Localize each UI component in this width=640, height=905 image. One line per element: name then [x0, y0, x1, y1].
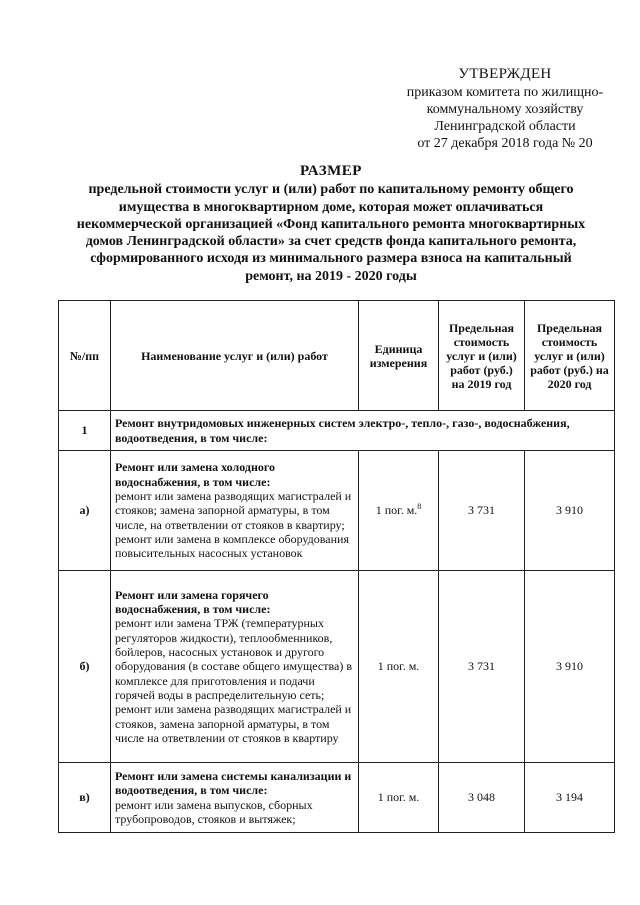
row-num: б): [59, 571, 111, 763]
header-price-2019: Предельная стоимость услуг и (или) работ (руб.) на 2019 год: [439, 301, 525, 411]
section-num: 1: [59, 411, 111, 451]
header-unit: Единица измерения: [359, 301, 439, 411]
title-line: некоммерческой организацией «Фонд капитального ремонта многоквартирных: [76, 216, 586, 232]
approval-line: приказом комитета по жилищно-: [406, 85, 604, 100]
work-description: ремонт или замена ТРЖ (температурных регуляторов жидкости), теплообменников, бойлеров, насосных установок и другого оборудования (в составе общего имущества) в комплексе для приготовления и подачи горячей воды в распределительную сеть; ремонт или замена разводящих магистралей и стояков, замена запорной арматуры, в том числе на ответвлении от стояков в квартиру: [115, 616, 352, 745]
table-row: [59, 763, 615, 833]
price-2020: 3 910: [525, 451, 615, 571]
work-cell: [111, 451, 359, 571]
work-title: Ремонт или замена горячего водоснабжения, в том числе:: [115, 587, 271, 617]
price-2019: 3 731: [439, 451, 525, 571]
table-row: [59, 451, 615, 571]
unit-value: 1 пог. м.: [375, 503, 418, 518]
table-row: [59, 571, 615, 763]
work-title: Ремонт или замена системы канализации и водоотведения, в том числе:: [115, 768, 352, 798]
approval-line: от 27 декабря 2018 года № 20: [417, 136, 593, 151]
work-description: ремонт или замена выпусков, сборных трубопроводов, стояков и вытяжек;: [115, 797, 313, 826]
header-name: Наименование услуг и (или) работ: [111, 301, 359, 411]
title-line: имущества в многоквартирном доме, которая может оплачиваться: [118, 199, 544, 215]
header-num: №/пп: [59, 301, 111, 411]
title-line: домов Ленинградской области» за счет средств фонда капитального ремонта,: [85, 234, 577, 250]
title-line: сформированного исходя из минимального размера взноса на капитальный: [90, 251, 572, 267]
section-row: [59, 411, 615, 451]
work-description: ремонт или замена разводящих магистралей и стояков; замена запорной арматуры, в том числе, на ответвлении от стояков в квартиру; ремонт или замена в комплексе оборудования повысительных насосных установок: [115, 489, 352, 561]
price-2019: 3 048: [439, 763, 525, 833]
work-cell: [111, 571, 359, 763]
unit-cell: [359, 763, 439, 833]
approval-stamp: [380, 66, 630, 152]
approval-line: Ленинградской области: [434, 119, 576, 134]
work-cell: [111, 763, 359, 833]
header-price-2020: Предельная стоимость услуг и (или) работ (руб.) на 2020 год: [525, 301, 615, 411]
section-title: Ремонт внутридомовых инженерных систем электро-, тепло-, газо-, водоснабжения, водоотведения, в том числе:: [111, 411, 615, 451]
unit-cell: [359, 571, 439, 763]
footnote-marker: 8: [417, 502, 422, 512]
unit-value: 1 пог. м.: [377, 659, 420, 674]
table-header-row: [59, 301, 615, 411]
price-2020: 3 910: [525, 571, 615, 763]
unit-value: 1 пог. м.: [377, 790, 420, 805]
title-main: РАЗМЕР: [300, 163, 362, 179]
work-title: Ремонт или замена холодного водоснабжения, в том числе:: [115, 460, 276, 489]
approval-line: коммунальному хозяйству: [426, 102, 584, 117]
price-2019: 3 731: [439, 571, 525, 763]
row-num: а): [59, 451, 111, 571]
price-2020: 3 194: [525, 763, 615, 833]
row-num: в): [59, 763, 111, 833]
title-line: предельной стоимости услуг и (или) работ по капитальному ремонту общего: [88, 182, 574, 198]
approval-heading: УТВЕРЖДЕН: [458, 66, 552, 82]
document-title: [50, 163, 612, 285]
cost-table: [58, 300, 615, 833]
unit-cell: [359, 451, 439, 571]
title-line: ремонт, на 2019 - 2020 годы: [245, 268, 417, 284]
